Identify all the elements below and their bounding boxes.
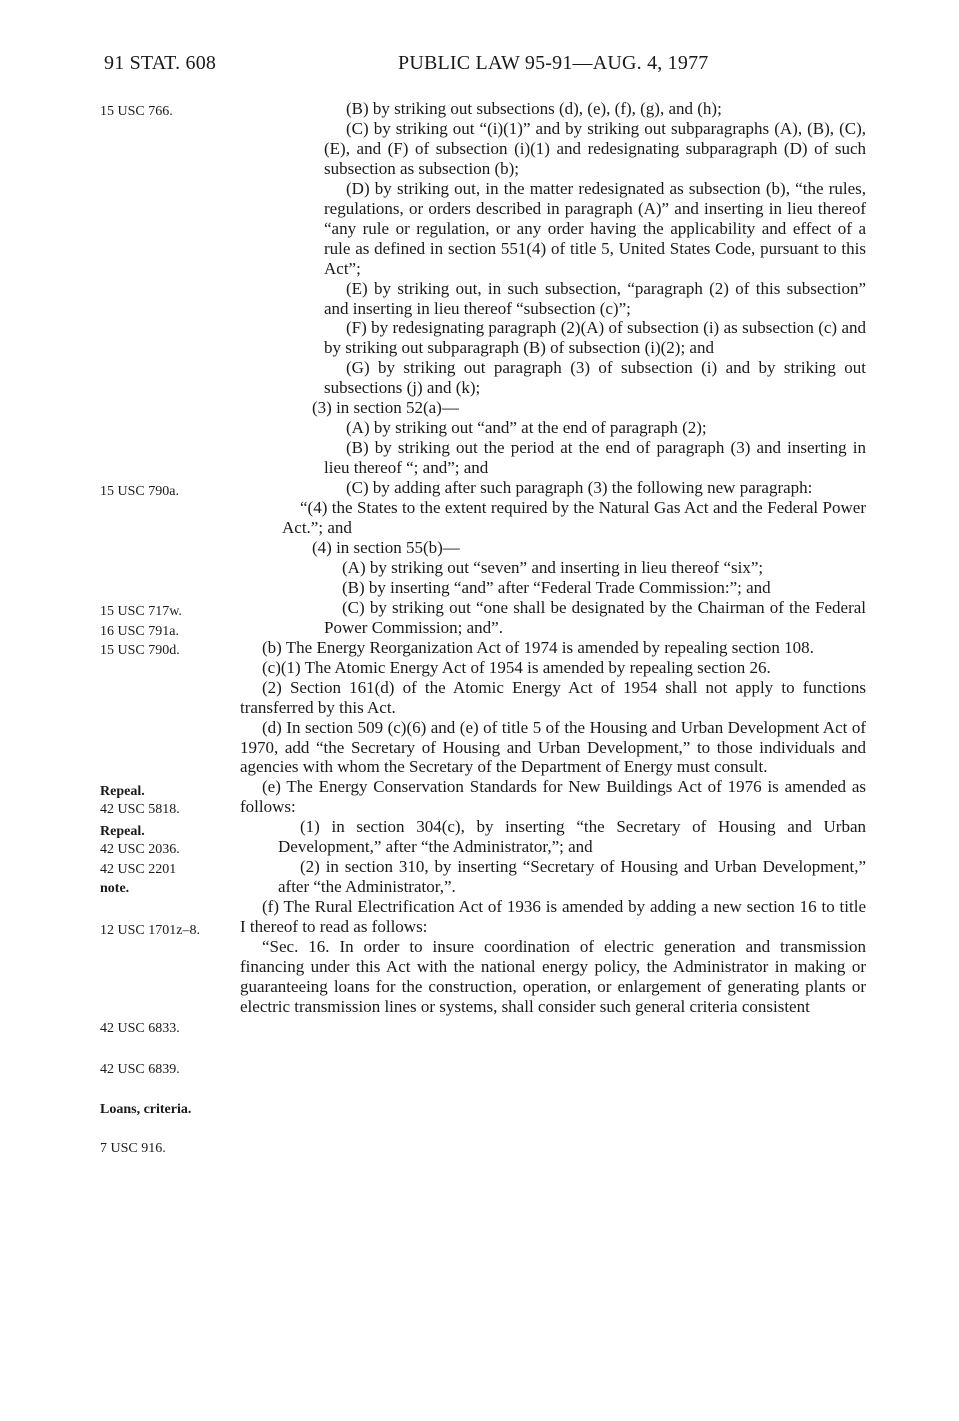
- page-header: [0, 52, 959, 84]
- margin-note: 15 USC 790a.: [100, 484, 179, 499]
- margin-note: 12 USC 1701z–8.: [100, 923, 200, 938]
- item-3-b: (B) by striking out the period at the end of paragraph (3) and inserting in lieu thereof “; and”; and: [324, 438, 866, 478]
- margin-note: Repeal.: [100, 784, 145, 799]
- margin-note: Repeal.: [100, 824, 145, 839]
- subsection-e: (e) The Energy Conservation Standards for New Buildings Act of 1976 is amended as follows:: [240, 777, 866, 817]
- section-16-text: “Sec. 16. In order to insure coordination of electric generation and transmission financing under this Act with the national energy policy, the Administrator in making or guaranteeing loans for the construction, operation, or enlargement of generating plants or electric transmission lines or systems, shall consider such general criteria consistent: [240, 937, 866, 1016]
- margin-note: 7 USC 916.: [100, 1141, 166, 1156]
- running-title: PUBLIC LAW 95-91—AUG. 4, 1977: [398, 52, 709, 74]
- margin-note: 42 USC 6839.: [100, 1062, 180, 1077]
- margin-note: 42 USC 2036.: [100, 842, 180, 857]
- margin-note: 42 USC 5818.: [100, 802, 180, 817]
- clause-f: (F) by redesignating paragraph (2)(A) of subsection (i) as subsection (c) and by striking out subparagraph (B) of subsection (i)(2); and: [324, 318, 866, 358]
- clause-e: (E) by striking out, in such subsection, “paragraph (2) of this subsection” and inserting in lieu thereof “subsection (c)”;: [324, 278, 866, 318]
- item-3-a: (A) by striking out “and” at the end of paragraph (2);: [346, 418, 707, 438]
- subsection-e-2: (2) in section 310, by inserting “Secretary of Housing and Urban Development,” after “the Administrator,”.: [278, 857, 866, 897]
- page-number: 91 STAT. 608: [104, 52, 217, 74]
- subsection-c-1: (c)(1) The Atomic Energy Act of 1954 is amended by repealing section 26.: [262, 657, 771, 677]
- item-4: (4) in section 55(b)—: [312, 537, 460, 557]
- margin-note: 42 USC 6833.: [100, 1021, 180, 1036]
- margin-note: note.: [100, 881, 130, 896]
- clause-b: (B) by striking out subsections (d), (e), (f), (g), and (h);: [346, 99, 722, 118]
- margin-note: Loans, criteria.: [100, 1102, 192, 1117]
- clause-g: (G) by striking out paragraph (3) of subsection (i) and by striking out subsections (j) and (k);: [324, 358, 866, 398]
- subsection-b: (b) The Energy Reorganization Act of 1974 is amended by repealing section 108.: [262, 637, 814, 657]
- item-4-b: (B) by inserting “and” after “Federal Trade Commission:”; and: [342, 577, 771, 597]
- margin-note: 16 USC 791a.: [100, 624, 179, 639]
- clause-d: (D) by striking out, in the matter redesignated as subsection (b), “the rules, regulations, or orders described in paragraph (A)” and inserting in lieu thereof “any rule or regulation, or any order having the applicability and effect of a rule as defined in section 551(4) of title 5, United States Code, pursuant to this Act”;: [324, 178, 866, 278]
- subsection-e-1: (1) in section 304(c), by inserting “the Secretary of Housing and Urban Development,” after “the Administrator,”; and: [278, 817, 866, 857]
- statute-body: [240, 99, 866, 1017]
- margin-note: 42 USC 2201: [100, 862, 177, 877]
- subsection-c-2: (2) Section 161(d) of the Atomic Energy Act of 1954 shall not apply to functions transferred by this Act.: [240, 677, 866, 717]
- item-3-c: (C) by adding after such paragraph (3) the following new paragraph:: [346, 478, 813, 498]
- item-3: (3) in section 52(a)—: [312, 398, 459, 418]
- margin-note: 15 USC 766.: [100, 104, 173, 119]
- new-paragraph-4: “(4) the States to the extent required by the Natural Gas Act and the Federal Power Act.”; and: [282, 498, 866, 538]
- item-4-c: (C) by striking out “one shall be designated by the Chairman of the Federal Power Commission; and”.: [324, 597, 866, 637]
- subsection-d: (d) In section 509 (c)(6) and (e) of title 5 of the Housing and Urban Development Act of 1970, add “the Secretary of Housing and Urban Development,” to those individuals and agencies with whom the Secretary of the Department of Energy must consult.: [240, 717, 866, 777]
- item-4-a: (A) by striking out “seven” and inserting in lieu thereof “six”;: [342, 557, 764, 577]
- subsection-f: (f) The Rural Electrification Act of 1936 is amended by adding a new section 16 to title I thereof to read as follows:: [240, 897, 866, 937]
- margin-note: 15 USC 790d.: [100, 643, 180, 658]
- clause-c: (C) by striking out “(i)(1)” and by striking out subparagraphs (A), (B), (C), (E), and (F) of subsection (i)(1) and redesignating subparagraph (D) of such subsection as subsection (b);: [324, 118, 866, 178]
- margin-note: 15 USC 717w.: [100, 604, 182, 619]
